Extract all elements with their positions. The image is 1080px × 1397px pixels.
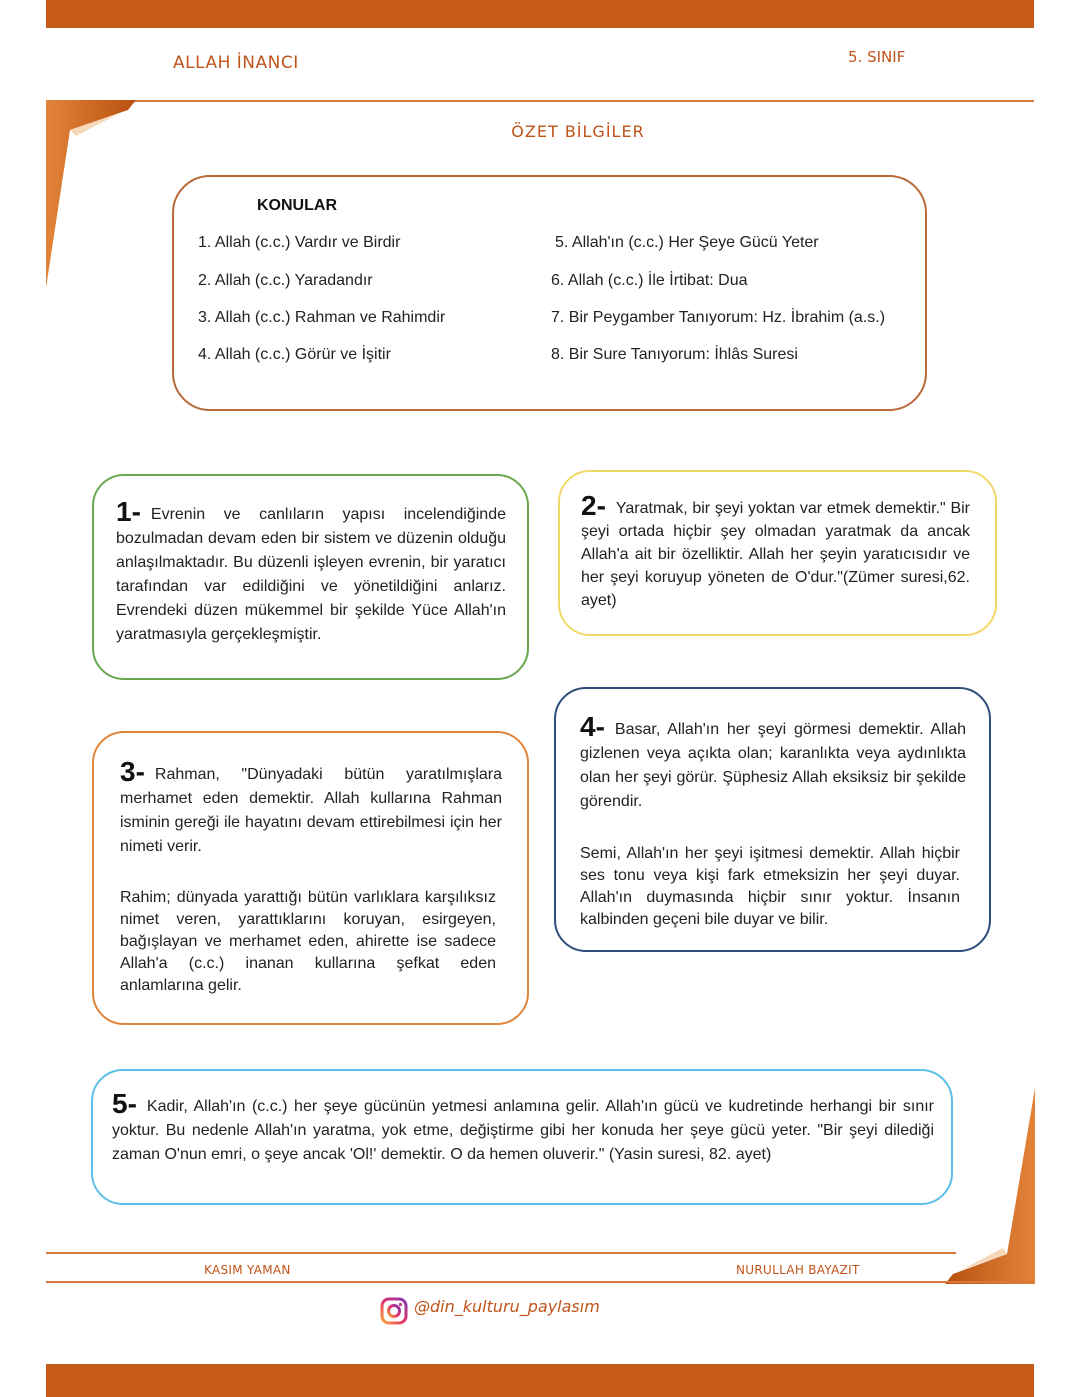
footer-line-top [46, 1252, 956, 1254]
card-body: Kadir, Allah'ın (c.c.) her şeye gücünün yetmesi anlamına gelir. Allah'ın gücü ve kudretinde herhangi bir sınır yoktur. Bu nedenle Allah'ın yaratma, yok etme, değiştirme gibi her konuda her şeye gücü yeter. "Bir şeyi dilediği zaman O'nun emri, o şeye ancak 'Ol!' demektir. O da hemen oluverir." (Yasin suresi, 82. ayet) [112, 1098, 934, 1163]
card-number: 2- [581, 490, 606, 521]
topic-item: 3. Allah (c.c.) Rahman ve Rahimdir [198, 309, 446, 326]
card-body: Rahman, "Dünyadaki bütün yaratılmışlara merhamet eden demektir. Allah kullarına Rahman isminin gereği ile hayatını devam ettirebilmesi için her nimeti verir. [120, 766, 502, 855]
card-existence-text [116, 496, 506, 647]
topic-item: 4. Allah (c.c.) Görür ve İşitir [198, 346, 391, 363]
instagram-icon [380, 1297, 408, 1325]
footer-author-right: NURULLAH BAYAZIT [736, 1263, 860, 1277]
header-divider [46, 100, 1034, 102]
card-almighty-text [112, 1088, 934, 1167]
topic-item: 6. Allah (c.c.) İle İrtibat: Dua [551, 272, 748, 289]
corner-ornament-bottom-right [945, 1088, 1035, 1284]
card-number: 4- [580, 711, 605, 742]
card-number: 3- [120, 756, 145, 787]
card-rahman-text [120, 756, 502, 859]
footer-author-left: KASIM YAMAN [204, 1263, 291, 1277]
topic-item: 5. Allah'ın (c.c.) Her Şeye Gücü Yeter [555, 234, 819, 251]
card-body: Yaratmak, bir şeyi yoktan var etmek demektir." Bir şeyi ortada hiçbir şey olmadan yaratmak da ancak Allah'a ait bir özelliktir. Allah her şeyin yaratıcısıdır ve her şeyi koruyup yöneten de O'dur."(Zümer suresi,62. ayet) [581, 500, 970, 609]
card-number: 5- [112, 1088, 137, 1119]
card-basar-text [580, 711, 966, 814]
card-number: 1- [116, 496, 141, 527]
grade-label: 5. SINIF [848, 48, 906, 66]
card-body: Evrenin ve canlıların yapısı incelendiğinde bozulmadan devam eden bir sistem ve düzenin olduğu anlaşılmaktadır. Bu düzenli işleyen evrenin, bir yaratıcı tarafından var edildiğini ve yönetildiğini anlarız. Evrendeki düzen mükemmel bir şekilde Yüce Allah'ın yaratmasıyla gerçekleşmiştir. [116, 506, 506, 643]
topic-item: 1. Allah (c.c.) Vardır ve Birdir [198, 234, 401, 251]
card-rahim-text: Rahim; dünyada yarattığı bütün varlıklara karşılıksız nimet veren, yarattıklarını koruyan, esirgeyen, bağışlayan ve merhamet eden, ahirette ise sadece Allah'a (c.c.) inanan kullarına şefkat eden anlamlarına gelir. [120, 889, 496, 994]
card-body: Basar, Allah'ın her şeyi görmesi demektir. Allah gizlenen veya açıkta olan; karanlıkta veya aydınlıkta olan her şeyi görür. Şüphesiz Allah eksiksiz bir şekilde görendir. [580, 721, 966, 810]
card-semi-text: Semi, Allah'ın her şeyi işitmesi demektir. Allah hiçbir ses tonu veya kişi fark etmeksizin her şeyi duyar. Allah'ın duymasında hiçbir sınır yoktur. İnsanın kalbinden geçeni bile duyar ve bilir. [580, 845, 960, 928]
unit-title: ALLAH İNANCI [173, 53, 299, 73]
instagram-handle: @din_kulturu_paylasım [414, 1297, 600, 1316]
topic-item: 8. Bir Sure Tanıyorum: İhlâs Suresi [551, 346, 798, 363]
card-creator-text [581, 490, 970, 612]
topic-item: 7. Bir Peygamber Tanıyorum: Hz. İbrahim (a.s.) [551, 309, 886, 326]
topic-item: 2. Allah (c.c.) Yaradandır [198, 272, 373, 289]
topics-heading: KONULAR [257, 197, 337, 214]
summary-title: ÖZET BİLGİLER [511, 122, 645, 141]
bottom-color-bar [46, 1364, 1034, 1397]
top-color-bar [46, 0, 1034, 28]
footer-line-bottom [46, 1281, 1034, 1283]
